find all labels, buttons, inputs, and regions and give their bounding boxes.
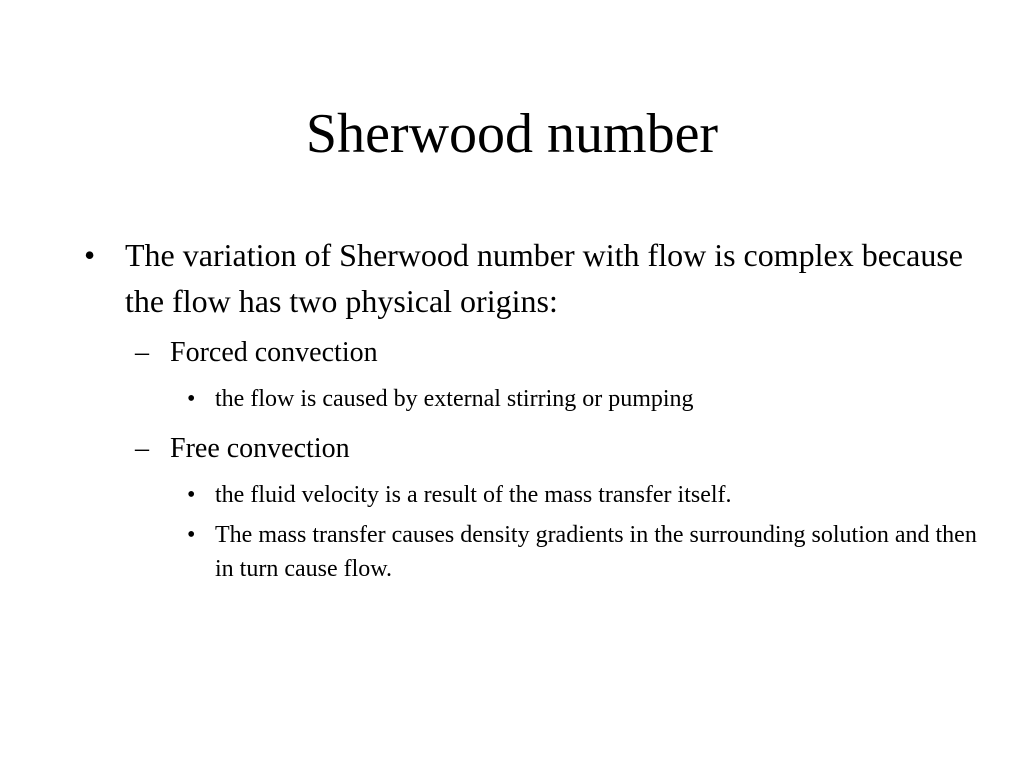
sub-bullet-free-convection [135,428,984,470]
sub-sub-bullet [187,478,984,512]
bullet-text: The variation of Sherwood number with flow is complex because the flow has two physical origins: [125,237,963,319]
sub-sub-bullet [187,518,984,586]
dash-marker: – [135,337,149,368]
sub-sub-bullet-text: the flow is caused by external stirring or pumping [215,386,694,412]
bullet-marker: • [187,386,196,412]
sub-bullet-text: Forced convection [170,337,378,368]
sub-sub-bullet [187,382,984,416]
dash-marker: – [135,433,149,464]
slide-title: Sherwood number [305,103,719,165]
bullet-marker: • [187,482,196,508]
sub-bullet-forced-convection [135,332,984,374]
bullet-level1 [84,232,984,324]
sub-sub-bullet-text: the fluid velocity is a result of the mass transfer itself. [215,482,732,508]
bullet-marker: • [84,237,96,273]
sub-bullet-text: Free convection [170,433,350,464]
slide-body [84,232,984,586]
bullet-marker: • [187,522,196,548]
sub-sub-bullet-text: The mass transfer causes density gradients in the surrounding solution and then in turn cause flow. [215,522,977,582]
